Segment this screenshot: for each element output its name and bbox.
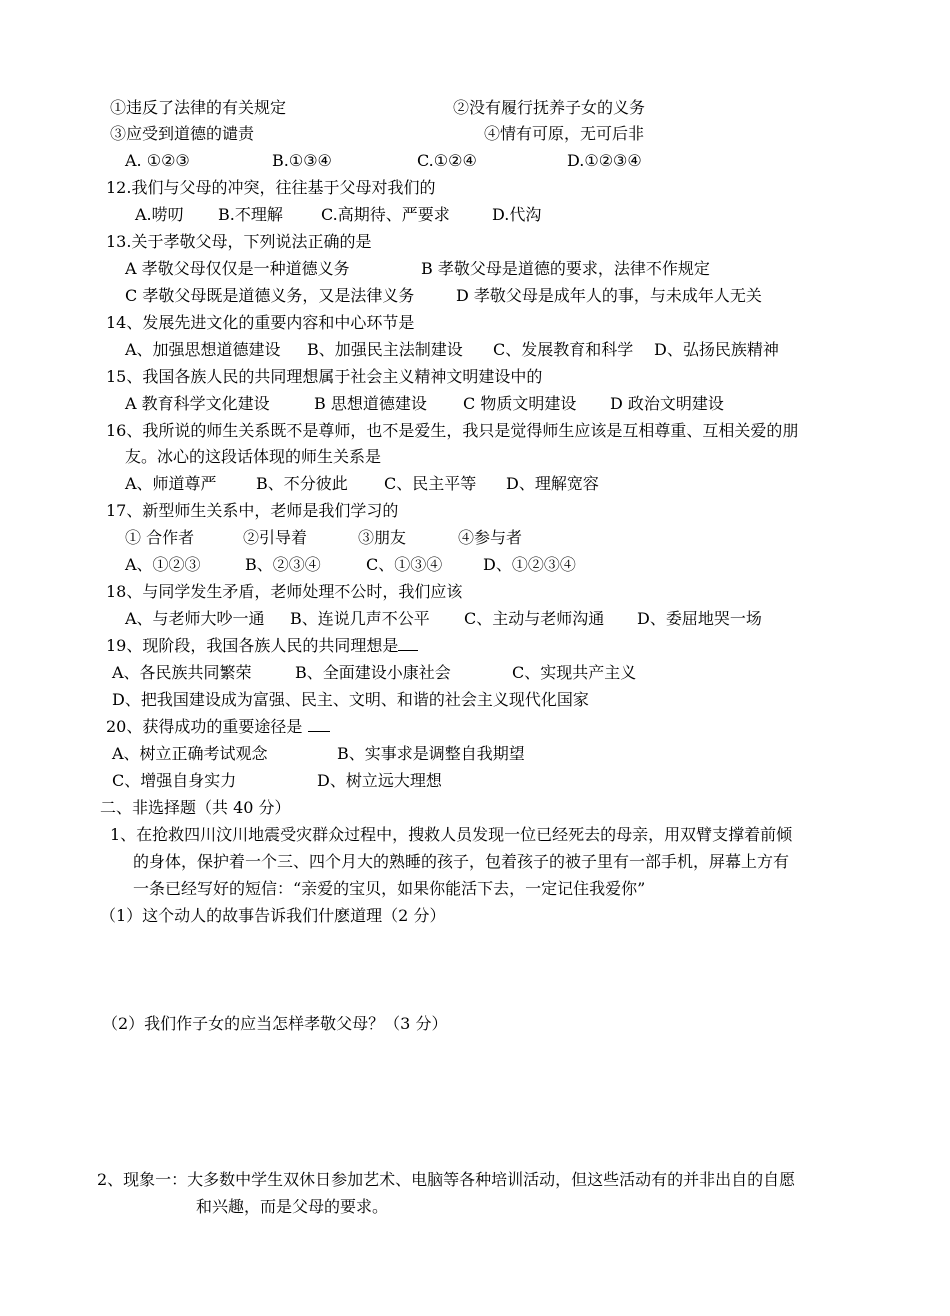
q16-stem-line2: 友。冰心的这段话体现的师生关系是 bbox=[125, 447, 382, 466]
q13-option-a: A 孝敬父母仅仅是一种道德义务 bbox=[125, 259, 350, 278]
q19-option-a: A、各民族共同繁荣 bbox=[112, 663, 252, 682]
q14-option-a: A、加强思想道德建设 bbox=[125, 340, 281, 359]
q13-option-c: C 孝敬父母既是道德义务，又是法律义务 bbox=[125, 286, 415, 305]
p1-line-3: 一条已经写好的短信：“亲爱的宝贝，如果你能活下去，一定记住我爱你” bbox=[133, 879, 646, 898]
p1-subquestion-2: （2）我们作子女的应当怎样孝敬父母？（3 分） bbox=[102, 1014, 448, 1033]
q17-option-a: A、①②③ bbox=[125, 555, 201, 574]
q18-option-c: C、主动与老师沟通 bbox=[464, 609, 605, 628]
q20-answer-blank[interactable] bbox=[308, 717, 330, 732]
q17-statement-3: ③朋友 bbox=[358, 528, 407, 547]
p1-subquestion-1: （1）这个动人的故事告诉我们什麽道理（2 分） bbox=[100, 906, 446, 925]
q16-option-d: D、理解宽容 bbox=[506, 474, 599, 493]
p1-answer-area-2[interactable] bbox=[100, 1045, 850, 1155]
q14-option-d: D、弘扬民族精神 bbox=[654, 340, 779, 359]
p1-line-2: 的身体，保护着一个三、四个月大的熟睡的孩子，包着孩子的被子里有一部手机，屏幕上方有 bbox=[133, 852, 790, 871]
q17-statement-4: ④参与者 bbox=[458, 528, 523, 547]
q19-option-d: D、把我国建设成为富强、民主、文明、和谐的社会主义现代化国家 bbox=[112, 690, 589, 709]
q12-option-d: D.代沟 bbox=[492, 205, 542, 224]
q20-option-d: D、树立远大理想 bbox=[317, 771, 442, 790]
p1-answer-area-1[interactable] bbox=[100, 935, 850, 1005]
q12-option-c: C.高期待、严要求 bbox=[321, 205, 450, 224]
q18-option-d: D、委屈地哭一场 bbox=[637, 609, 762, 628]
q13-option-b: B 孝敬父母是道德的要求，法律不作规定 bbox=[421, 259, 710, 278]
q15-option-b: B 思想道德建设 bbox=[314, 394, 427, 413]
q20-option-c: C、增强自身实力 bbox=[112, 771, 237, 790]
q13-option-d: D 孝敬父母是成年人的事，与未成年人无关 bbox=[456, 286, 762, 305]
q17-stem: 17、新型师生关系中，老师是我们学习的 bbox=[106, 501, 399, 520]
q17-statement-1: ① 合作者 bbox=[125, 528, 195, 547]
q18-stem: 18、与同学发生矛盾，老师处理不公时，我们应该 bbox=[106, 582, 463, 601]
q19-option-c: C、实现共产主义 bbox=[512, 663, 637, 682]
q15-option-d: D 政治文明建设 bbox=[610, 394, 724, 413]
q14-stem: 14、发展先进文化的重要内容和中心环节是 bbox=[106, 313, 415, 332]
q15-option-a: A 教育科学文化建设 bbox=[125, 394, 270, 413]
q19-stem-text: 19、现阶段，我国各族人民的共同理想是 bbox=[106, 636, 399, 655]
q11-option-c: C.①②④ bbox=[417, 151, 477, 170]
section-2-title: 二、非选择题（共 40 分） bbox=[100, 798, 291, 817]
q11-statement-3: ③应受到道德的谴责 bbox=[110, 124, 255, 143]
q16-stem-line1: 16、我所说的师生关系既不是尊师，也不是爱生，我只是觉得师生应该是互相尊重、互相关爱的朋 bbox=[106, 421, 799, 440]
q18-option-b: B、连说几声不公平 bbox=[290, 609, 430, 628]
q12-option-b: B.不理解 bbox=[218, 205, 283, 224]
q12-stem: 12.我们与父母的冲突，往往基于父母对我们的 bbox=[106, 178, 436, 197]
q16-option-c: C、民主平等 bbox=[384, 474, 477, 493]
q19-stem bbox=[106, 636, 418, 656]
q11-statement-1: ①违反了法律的有关规定 bbox=[110, 98, 287, 117]
q11-statement-4: ④情有可原，无可后非 bbox=[484, 124, 645, 143]
p1-line-1: 1、在抢救四川汶川地震受灾群众过程中，搜救人员发现一位已经死去的母亲，用双臂支撑着前倾 bbox=[110, 825, 793, 844]
q17-option-c: C、①③④ bbox=[366, 555, 443, 574]
q15-option-c: C 物质文明建设 bbox=[463, 394, 577, 413]
q14-option-c: C、发展教育和科学 bbox=[493, 340, 634, 359]
q13-stem: 13.关于孝敬父母，下列说法正确的是 bbox=[106, 232, 372, 251]
q17-option-d: D、①②③④ bbox=[483, 555, 576, 574]
q11-option-a: A. ①②③ bbox=[125, 151, 190, 170]
q16-option-b: B、不分彼此 bbox=[256, 474, 348, 493]
q12-option-a: A.唠叨 bbox=[135, 205, 184, 224]
q18-option-a: A、与老师大吵一通 bbox=[125, 609, 265, 628]
p2-line-1: 2、现象一：大多数中学生双休日参加艺术、电脑等各种培训活动，但这些活动有的并非出自的自愿 bbox=[97, 1170, 796, 1189]
q19-option-b: B、全面建设小康社会 bbox=[295, 663, 451, 682]
q16-option-a: A、师道尊严 bbox=[125, 474, 217, 493]
q11-option-d: D.①②③④ bbox=[567, 151, 642, 170]
q15-stem: 15、我国各族人民的共同理想属于社会主义精神文明建设中的 bbox=[106, 367, 543, 386]
q11-statement-2: ②没有履行抚养子女的义务 bbox=[453, 98, 646, 117]
q14-option-b: B、加强民主法制建设 bbox=[307, 340, 463, 359]
q20-option-a: A、树立正确考试观念 bbox=[112, 744, 268, 763]
q20-option-b: B、实事求是调整自我期望 bbox=[337, 744, 525, 763]
q20-stem bbox=[106, 717, 330, 737]
q19-answer-blank[interactable] bbox=[398, 636, 418, 651]
q17-option-b: B、②③④ bbox=[245, 555, 321, 574]
q20-stem-text: 20、获得成功的重要途径是 bbox=[106, 717, 303, 736]
p2-line-2: 和兴趣，而是父母的要求。 bbox=[196, 1197, 389, 1216]
q11-option-b: B.①③④ bbox=[272, 151, 332, 170]
q17-statement-2: ②引导着 bbox=[243, 528, 308, 547]
